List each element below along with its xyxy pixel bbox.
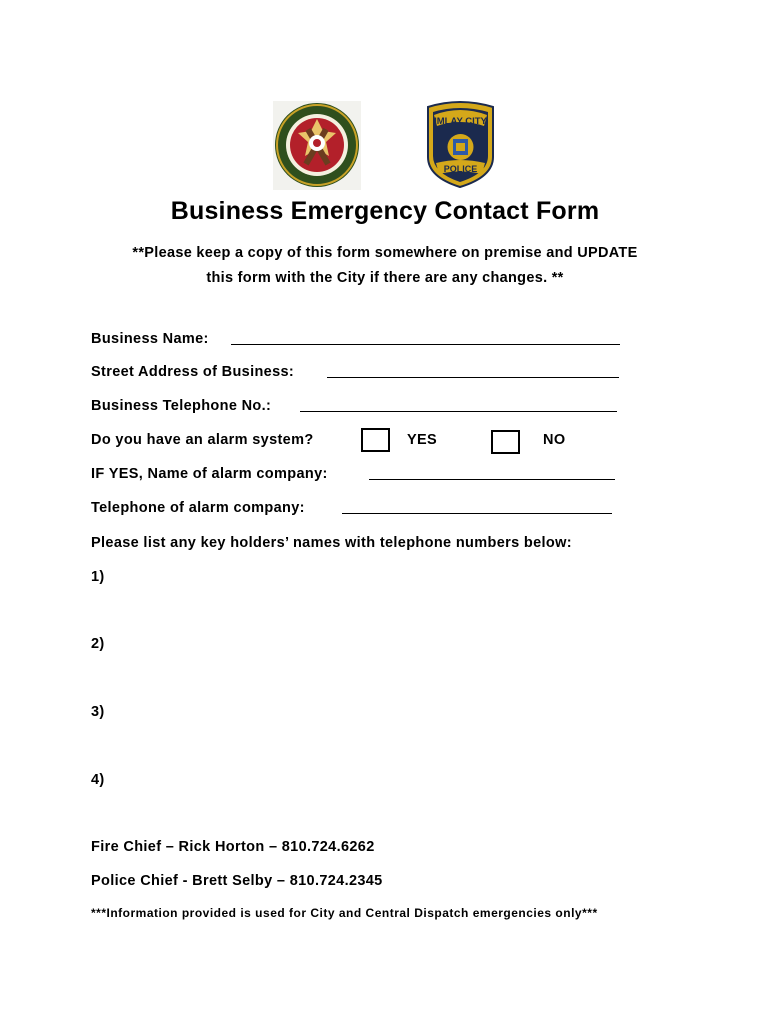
business-name-field[interactable] <box>231 344 620 345</box>
key-holder-item: 3) <box>91 704 105 720</box>
alarm-company-label: IF YES, Name of alarm company: <box>91 466 328 482</box>
street-address-field[interactable] <box>327 377 619 378</box>
form-title: Business Emergency Contact Form <box>170 197 600 225</box>
instruction-note-line2: this form with the City if there are any changes. ** <box>206 270 564 286</box>
alarm-no-checkbox[interactable] <box>491 430 520 454</box>
business-name-label: Business Name: <box>91 331 209 347</box>
business-phone-field[interactable] <box>300 411 617 412</box>
fire-department-seal-logo <box>273 101 361 190</box>
badge-bottom-text: POLICE <box>443 164 478 174</box>
badge-top-text: IMLAY CITY <box>434 116 487 127</box>
alarm-no-label: NO <box>543 432 566 448</box>
key-holder-item: 4) <box>91 772 105 788</box>
police-chief-contact: Police Chief - Brett Selby – 810.724.2345 <box>91 873 383 889</box>
business-phone-label: Business Telephone No.: <box>91 398 272 414</box>
alarm-question-label: Do you have an alarm system? <box>91 432 314 448</box>
instruction-note-line1: **Please keep a copy of this form somewhere on premise and UPDATE <box>132 245 638 261</box>
alarm-company-field[interactable] <box>369 479 615 480</box>
alarm-phone-field[interactable] <box>342 513 612 514</box>
alarm-yes-label: YES <box>407 432 438 448</box>
fire-chief-contact: Fire Chief – Rick Horton – 810.724.6262 <box>91 839 375 855</box>
police-badge-logo <box>420 99 501 190</box>
alarm-phone-label: Telephone of alarm company: <box>91 500 305 516</box>
street-address-label: Street Address of Business: <box>91 364 295 380</box>
key-holder-item: 2) <box>91 636 105 652</box>
key-holder-item: 1) <box>91 569 105 585</box>
alarm-yes-checkbox[interactable] <box>361 428 390 452</box>
footer-disclaimer: ***Information provided is used for City and Central Dispatch emergencies only*** <box>91 906 598 920</box>
key-holders-label: Please list any key holders’ names with telephone numbers below: <box>91 535 572 551</box>
